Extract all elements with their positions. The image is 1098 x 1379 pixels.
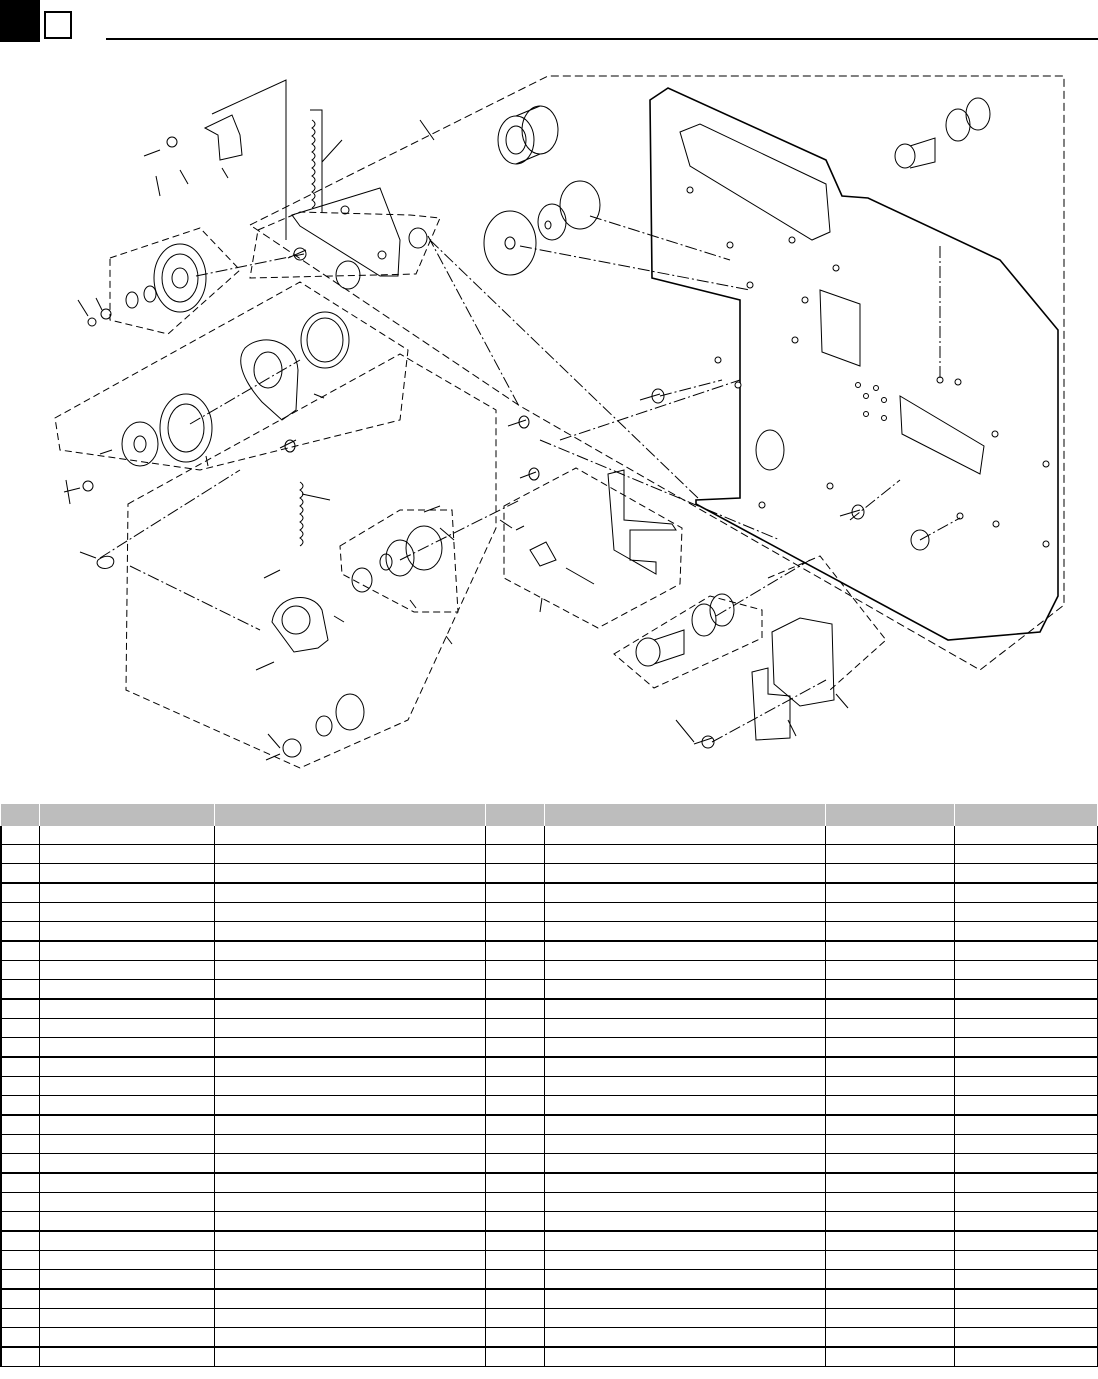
table-cell: [545, 941, 826, 961]
table-cell: [545, 1270, 826, 1290]
table-cell: [40, 1289, 215, 1309]
bracket-top-left: [144, 115, 242, 160]
table-cell: [826, 864, 955, 884]
table-cell: [955, 1154, 1098, 1174]
table-cell: [1, 1347, 40, 1367]
section-tab: [0, 0, 40, 42]
table-row: [1, 941, 1097, 961]
table-row: [1, 1077, 1097, 1096]
table-row: [1, 1019, 1097, 1038]
table-cell: [545, 1115, 826, 1135]
table-row: [1, 1115, 1097, 1135]
table-cell: [486, 1347, 545, 1367]
table-cell: [545, 883, 826, 903]
lower-right-pin: [636, 594, 734, 666]
page-header: [0, 0, 1098, 45]
table-cell: [1, 999, 40, 1019]
table-cell: [955, 864, 1098, 884]
table-cell: [215, 1057, 486, 1077]
table-cell: [215, 845, 486, 864]
table-cell: [826, 1251, 955, 1270]
table-row: [1, 1309, 1097, 1328]
table-row: [1, 883, 1097, 903]
table-cell: [215, 883, 486, 903]
table-row: [1, 1135, 1097, 1154]
table-cell: [826, 1057, 955, 1077]
table-cell: [486, 1309, 545, 1328]
middle-gear: [64, 394, 212, 492]
table-cell: [826, 961, 955, 980]
parts-table-body: [1, 826, 1097, 1367]
col-header-no: [1, 804, 40, 826]
table-cell: [40, 1135, 215, 1154]
table-cell: [826, 1096, 955, 1116]
table-row: [1, 980, 1097, 1000]
table-cell: [545, 999, 826, 1019]
table-cell: [545, 1154, 826, 1174]
table-cell: [215, 1309, 486, 1328]
table-cell: [545, 922, 826, 942]
drive-pulley: [484, 181, 600, 275]
table-cell: [1, 883, 40, 903]
table-cell: [826, 922, 955, 942]
upper-gear: [88, 244, 206, 326]
table-cell: [40, 1038, 215, 1058]
table-cell: [826, 1270, 955, 1290]
col-header-b: [955, 804, 1098, 826]
table-cell: [826, 1231, 955, 1251]
pin-top-right: [895, 98, 990, 168]
table-cell: [40, 1057, 215, 1077]
table-cell: [40, 1077, 215, 1096]
table-cell: [1, 980, 40, 1000]
table-cell: [545, 1096, 826, 1116]
table-cell: [215, 1154, 486, 1174]
table-cell: [215, 1328, 486, 1348]
table-cell: [545, 1019, 826, 1038]
table-cell: [1, 1135, 40, 1154]
table-row: [1, 922, 1097, 942]
table-row: [1, 845, 1097, 864]
col-header-quantity: [486, 804, 545, 826]
table-cell: [40, 1270, 215, 1290]
table-row: [1, 1270, 1097, 1290]
table-cell: [486, 941, 545, 961]
table-cell: [545, 1289, 826, 1309]
table-cell: [40, 941, 215, 961]
table-cell: [215, 961, 486, 980]
table-row: [1, 961, 1097, 980]
table-cell: [545, 1193, 826, 1212]
cam-plate: [241, 312, 349, 452]
table-cell: [955, 1057, 1098, 1077]
table-cell: [215, 1347, 486, 1367]
table-cell: [955, 1038, 1098, 1058]
table-cell: [486, 999, 545, 1019]
header-rule: [106, 38, 1098, 40]
table-cell: [215, 1038, 486, 1058]
parts-list-table: [0, 804, 1098, 1367]
table-cell: [826, 845, 955, 864]
section-number-box: [44, 11, 72, 39]
table-cell: [955, 903, 1098, 922]
table-cell: [955, 999, 1098, 1019]
table-cell: [40, 961, 215, 980]
table-cell: [545, 1135, 826, 1154]
table-cell: [486, 1251, 545, 1270]
table-cell: [40, 864, 215, 884]
table-cell: [215, 1077, 486, 1096]
table-cell: [826, 980, 955, 1000]
table-cell: [215, 1135, 486, 1154]
table-cell: [826, 941, 955, 961]
table-cell: [486, 1154, 545, 1174]
table-cell: [826, 999, 955, 1019]
col-header-a: [826, 804, 955, 826]
table-cell: [40, 1019, 215, 1038]
table-cell: [545, 1057, 826, 1077]
table-cell: [1, 1270, 40, 1290]
upper-roller: [498, 106, 558, 164]
table-cell: [40, 1231, 215, 1251]
table-cell: [40, 1328, 215, 1348]
lower-lever-plate: [256, 482, 328, 670]
table-cell: [955, 1019, 1098, 1038]
mounting-bracket: [694, 618, 834, 748]
table-cell: [955, 1212, 1098, 1232]
table-row: [1, 1173, 1097, 1193]
table-cell: [215, 826, 486, 845]
table-cell: [486, 1173, 545, 1193]
table-cell: [826, 1135, 955, 1154]
table-cell: [215, 864, 486, 884]
table-cell: [486, 903, 545, 922]
table-cell: [955, 1096, 1098, 1116]
table-cell: [955, 941, 1098, 961]
table-cell: [215, 1251, 486, 1270]
table-cell: [215, 999, 486, 1019]
table-cell: [486, 1135, 545, 1154]
table-cell: [955, 922, 1098, 942]
table-cell: [40, 1193, 215, 1212]
table-cell: [486, 980, 545, 1000]
table-cell: [955, 1347, 1098, 1367]
table-cell: [1, 961, 40, 980]
table-cell: [545, 980, 826, 1000]
table-cell: [1, 1077, 40, 1096]
table-cell: [1, 903, 40, 922]
table-row: [1, 1057, 1097, 1077]
table-cell: [1, 864, 40, 884]
table-cell: [215, 1270, 486, 1290]
table-cell: [826, 1212, 955, 1232]
table-cell: [486, 1019, 545, 1038]
table-cell: [545, 1251, 826, 1270]
table-cell: [545, 864, 826, 884]
table-cell: [826, 1115, 955, 1135]
table-cell: [215, 1173, 486, 1193]
table-cell: [545, 961, 826, 980]
exploded-parts-diagram: [0, 60, 1098, 790]
table-cell: [545, 1309, 826, 1328]
table-row: [1, 1154, 1097, 1174]
table-cell: [215, 980, 486, 1000]
table-cell: [40, 903, 215, 922]
table-cell: [486, 1328, 545, 1348]
table-cell: [545, 1077, 826, 1096]
table-cell: [955, 1309, 1098, 1328]
lower-gear: [266, 694, 364, 760]
table-cell: [40, 1212, 215, 1232]
table-cell: [40, 1347, 215, 1367]
table-cell: [486, 1231, 545, 1251]
table-cell: [1, 1251, 40, 1270]
table-row: [1, 1096, 1097, 1116]
table-cell: [486, 1057, 545, 1077]
col-header-part-number: [40, 804, 215, 826]
table-row: [1, 1038, 1097, 1058]
table-cell: [215, 1231, 486, 1251]
table-cell: [215, 903, 486, 922]
table-cell: [1, 845, 40, 864]
table-row: [1, 1212, 1097, 1232]
table-cell: [215, 1193, 486, 1212]
table-cell: [215, 1212, 486, 1232]
table-cell: [826, 1309, 955, 1328]
table-cell: [545, 1173, 826, 1193]
table-cell: [1, 1038, 40, 1058]
table-row: [1, 999, 1097, 1019]
table-cell: [486, 1212, 545, 1232]
col-header-description: [215, 804, 486, 826]
table-cell: [215, 1115, 486, 1135]
table-cell: [1, 1057, 40, 1077]
table-cell: [1, 1019, 40, 1038]
table-cell: [826, 1019, 955, 1038]
table-cell: [215, 1096, 486, 1116]
table-row: [1, 1231, 1097, 1251]
table-cell: [955, 1077, 1098, 1096]
table-cell: [1, 1115, 40, 1135]
table-cell: [1, 826, 40, 845]
table-cell: [545, 845, 826, 864]
table-cell: [826, 1077, 955, 1096]
table-cell: [826, 826, 955, 845]
table-cell: [1, 1193, 40, 1212]
table-row: [1, 864, 1097, 884]
table-cell: [955, 826, 1098, 845]
table-cell: [486, 826, 545, 845]
table-cell: [955, 1193, 1098, 1212]
table-cell: [545, 1347, 826, 1367]
table-row: [1, 903, 1097, 922]
table-row: [1, 1328, 1097, 1348]
table-cell: [545, 1038, 826, 1058]
table-cell: [826, 1154, 955, 1174]
table-cell: [40, 980, 215, 1000]
table-row: [1, 1347, 1097, 1367]
table-cell: [955, 1289, 1098, 1309]
table-cell: [486, 1270, 545, 1290]
table-cell: [955, 1231, 1098, 1251]
table-cell: [40, 1251, 215, 1270]
table-cell: [215, 941, 486, 961]
table-cell: [486, 845, 545, 864]
table-cell: [40, 1096, 215, 1116]
table-cell: [486, 1115, 545, 1135]
table-cell: [1, 1231, 40, 1251]
table-cell: [40, 1154, 215, 1174]
table-cell: [215, 922, 486, 942]
table-cell: [215, 1019, 486, 1038]
upper-lever-bracket: [288, 110, 427, 289]
table-cell: [40, 999, 215, 1019]
table-cell: [1, 1212, 40, 1232]
table-cell: [1, 1328, 40, 1348]
col-header-remarks: [545, 804, 826, 826]
table-cell: [955, 980, 1098, 1000]
table-header-row: [1, 804, 1097, 826]
table-cell: [545, 1231, 826, 1251]
table-cell: [1, 1096, 40, 1116]
table-cell: [486, 864, 545, 884]
table-cell: [1, 1154, 40, 1174]
table-cell: [486, 1289, 545, 1309]
table-cell: [215, 1289, 486, 1309]
table-cell: [486, 961, 545, 980]
table-cell: [826, 883, 955, 903]
table-cell: [486, 883, 545, 903]
table-cell: [486, 1096, 545, 1116]
table-cell: [955, 1135, 1098, 1154]
table-cell: [1, 1173, 40, 1193]
table-cell: [1, 1289, 40, 1309]
table-cell: [40, 1173, 215, 1193]
table-cell: [545, 1212, 826, 1232]
table-cell: [486, 1193, 545, 1212]
table-row: [1, 1289, 1097, 1309]
table-cell: [545, 903, 826, 922]
side-frame-plate: [650, 88, 1058, 640]
table-cell: [545, 826, 826, 845]
table-cell: [955, 1115, 1098, 1135]
table-cell: [40, 1115, 215, 1135]
table-cell: [545, 1328, 826, 1348]
table-row: [1, 826, 1097, 845]
table-cell: [826, 1038, 955, 1058]
table-cell: [1, 922, 40, 942]
table-cell: [826, 1173, 955, 1193]
table-cell: [40, 1309, 215, 1328]
table-cell: [1, 1309, 40, 1328]
table-cell: [486, 1077, 545, 1096]
table-cell: [955, 1251, 1098, 1270]
table-cell: [826, 1328, 955, 1348]
table-cell: [40, 883, 215, 903]
table-cell: [955, 883, 1098, 903]
table-cell: [486, 922, 545, 942]
table-cell: [826, 1193, 955, 1212]
table-cell: [40, 826, 215, 845]
table-cell: [486, 1038, 545, 1058]
table-cell: [955, 1270, 1098, 1290]
table-cell: [40, 922, 215, 942]
table-cell: [40, 845, 215, 864]
table-cell: [826, 903, 955, 922]
table-cell: [826, 1347, 955, 1367]
lower-pulley: [352, 506, 442, 592]
table-row: [1, 1251, 1097, 1270]
table-cell: [955, 1173, 1098, 1193]
table-cell: [955, 961, 1098, 980]
table-row: [1, 1193, 1097, 1212]
table-cell: [955, 845, 1098, 864]
table-cell: [826, 1289, 955, 1309]
table-cell: [955, 1328, 1098, 1348]
table-cell: [1, 941, 40, 961]
